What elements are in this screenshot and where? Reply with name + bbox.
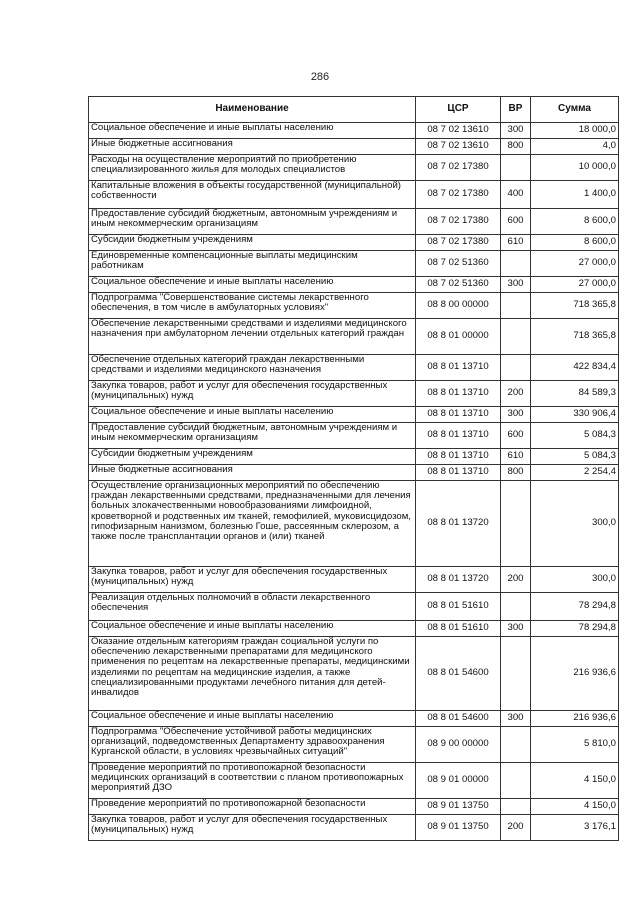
row-csr: 08 7 02 13610 — [416, 139, 501, 155]
table-row — [89, 123, 619, 139]
row-vr — [501, 319, 531, 355]
row-csr: 08 7 02 17380 — [416, 181, 501, 209]
table-row — [89, 567, 619, 593]
row-sum: 27 000,0 — [531, 277, 619, 293]
row-name: Реализация отдельных полномочий в области лекарственного обеспечения — [89, 593, 416, 621]
row-name: Социальное обеспечение и иные выплаты населению — [89, 711, 416, 727]
header-sum: Сумма — [531, 97, 619, 123]
row-csr: 08 9 01 13750 — [416, 799, 501, 815]
row-csr: 08 9 01 13750 — [416, 815, 501, 841]
row-name: Расходы на осуществление мероприятий по приобретению специализированного жилья для молодых специалистов — [89, 155, 416, 181]
row-name: Оказание отдельным категориям граждан социальной услуги по обеспечению лекарственными препаратами для медицинского применения по рецептам на лекарственные препараты, медицинскими изделиями по рецептам на медицинские изделия, а также специализированными продуктами лечебного питания для детей-инвалидов — [89, 637, 416, 711]
row-vr: 600 — [501, 209, 531, 235]
table-row — [89, 355, 619, 381]
row-sum: 300,0 — [531, 481, 619, 567]
row-name: Социальное обеспечение и иные выплаты населению — [89, 621, 416, 637]
row-vr: 300 — [501, 621, 531, 637]
row-vr: 610 — [501, 449, 531, 465]
row-vr — [501, 293, 531, 319]
row-vr — [501, 763, 531, 799]
table-row — [89, 481, 619, 567]
table-row — [89, 637, 619, 711]
row-csr: 08 9 00 00000 — [416, 727, 501, 763]
row-name: Единовременные компенсационные выплаты медицинским работникам — [89, 251, 416, 277]
table-row — [89, 235, 619, 251]
row-vr — [501, 251, 531, 277]
row-sum: 2 254,4 — [531, 465, 619, 481]
row-name: Проведение мероприятий по противопожарной безопасности — [89, 799, 416, 815]
table-row — [89, 815, 619, 841]
row-csr: 08 8 01 13720 — [416, 481, 501, 567]
row-csr: 08 8 01 54600 — [416, 711, 501, 727]
row-sum: 84 589,3 — [531, 381, 619, 407]
row-name: Подпрограмма "Совершенствование системы лекарственного обеспечения, в том числе в амбулаторных условиях" — [89, 293, 416, 319]
row-name: Субсидии бюджетным учреждениям — [89, 235, 416, 251]
row-vr: 600 — [501, 423, 531, 449]
table-row — [89, 799, 619, 815]
table-row — [89, 465, 619, 481]
row-csr: 08 8 01 13710 — [416, 423, 501, 449]
row-vr: 800 — [501, 139, 531, 155]
row-sum: 5 810,0 — [531, 727, 619, 763]
table-header-row — [89, 97, 619, 123]
row-sum: 4 150,0 — [531, 799, 619, 815]
row-vr — [501, 355, 531, 381]
table-row — [89, 293, 619, 319]
row-csr: 08 8 01 13710 — [416, 381, 501, 407]
row-csr: 08 7 02 17380 — [416, 235, 501, 251]
row-csr: 08 8 00 00000 — [416, 293, 501, 319]
row-csr: 08 8 01 13710 — [416, 407, 501, 423]
row-vr: 200 — [501, 567, 531, 593]
row-sum: 4,0 — [531, 139, 619, 155]
row-name: Предоставление субсидий бюджетным, автономным учреждениям и иным некоммерческим организациям — [89, 209, 416, 235]
row-sum: 5 084,3 — [531, 423, 619, 449]
table-row — [89, 423, 619, 449]
table-row — [89, 251, 619, 277]
table-row — [89, 181, 619, 209]
row-name: Субсидии бюджетным учреждениям — [89, 449, 416, 465]
row-csr: 08 7 02 13610 — [416, 123, 501, 139]
table-row — [89, 593, 619, 621]
row-vr: 300 — [501, 277, 531, 293]
row-name: Социальное обеспечение и иные выплаты населению — [89, 407, 416, 423]
row-name: Социальное обеспечение и иные выплаты населению — [89, 123, 416, 139]
row-vr: 300 — [501, 407, 531, 423]
row-vr — [501, 481, 531, 567]
row-sum: 4 150,0 — [531, 763, 619, 799]
row-vr — [501, 799, 531, 815]
row-vr — [501, 727, 531, 763]
row-vr — [501, 593, 531, 621]
row-sum: 1 400,0 — [531, 181, 619, 209]
row-csr: 08 7 02 51360 — [416, 277, 501, 293]
row-vr — [501, 637, 531, 711]
row-name: Обеспечение лекарственными средствами и изделиями медицинского назначения при амбулаторном лечении отдельных категорий граждан — [89, 319, 416, 355]
row-sum: 3 176,1 — [531, 815, 619, 841]
row-vr: 200 — [501, 381, 531, 407]
row-vr: 300 — [501, 711, 531, 727]
row-sum: 27 000,0 — [531, 251, 619, 277]
row-vr: 800 — [501, 465, 531, 481]
table-row — [89, 319, 619, 355]
row-sum: 78 294,8 — [531, 593, 619, 621]
row-name: Предоставление субсидий бюджетным, автономным учреждениям и иным некоммерческим организациям — [89, 423, 416, 449]
row-sum: 216 936,6 — [531, 711, 619, 727]
row-sum: 300,0 — [531, 567, 619, 593]
table-row — [89, 381, 619, 407]
table-row — [89, 621, 619, 637]
table-row — [89, 139, 619, 155]
table-row — [89, 209, 619, 235]
row-sum: 216 936,6 — [531, 637, 619, 711]
table-row — [89, 407, 619, 423]
row-vr — [501, 155, 531, 181]
row-sum: 8 600,0 — [531, 209, 619, 235]
row-name: Закупка товаров, работ и услуг для обеспечения государственных (муниципальных) нужд — [89, 567, 416, 593]
row-csr: 08 8 01 13720 — [416, 567, 501, 593]
row-name: Обеспечение отдельных категорий граждан лекарственными средствами и изделиями медицинского назначения — [89, 355, 416, 381]
row-csr: 08 8 01 54600 — [416, 637, 501, 711]
header-name: Наименование — [89, 97, 416, 123]
row-name: Социальное обеспечение и иные выплаты населению — [89, 277, 416, 293]
row-sum: 8 600,0 — [531, 235, 619, 251]
row-csr: 08 7 02 17380 — [416, 209, 501, 235]
table-row — [89, 727, 619, 763]
row-csr: 08 7 02 17380 — [416, 155, 501, 181]
row-csr: 08 8 01 13710 — [416, 449, 501, 465]
row-sum: 10 000,0 — [531, 155, 619, 181]
row-sum: 718 365,8 — [531, 319, 619, 355]
row-sum: 718 365,8 — [531, 293, 619, 319]
row-sum: 5 084,3 — [531, 449, 619, 465]
table-row — [89, 155, 619, 181]
budget-table — [88, 96, 619, 841]
row-csr: 08 8 01 13710 — [416, 355, 501, 381]
row-csr: 08 7 02 51360 — [416, 251, 501, 277]
row-name: Иные бюджетные ассигнования — [89, 139, 416, 155]
row-vr: 300 — [501, 123, 531, 139]
page-number: 286 — [310, 71, 330, 83]
row-sum: 18 000,0 — [531, 123, 619, 139]
row-csr: 08 8 01 51610 — [416, 621, 501, 637]
table-row — [89, 711, 619, 727]
row-vr: 610 — [501, 235, 531, 251]
row-name: Осуществление организационных мероприятий по обеспечению граждан лекарственными средствами, предназначенными для лечения больных злокачественными новообразованиями лимфоидной, кроветворной и родственных им тканей, гемофилией, муковисцидозом, гипофизарным нанизмом, болезнью Гоше, рассеянным склерозом, а также после трансплантации органов и (или) тканей — [89, 481, 416, 567]
row-sum: 78 294,8 — [531, 621, 619, 637]
table-row — [89, 449, 619, 465]
row-sum: 422 834,4 — [531, 355, 619, 381]
row-csr: 08 9 01 00000 — [416, 763, 501, 799]
header-vr: ВР — [501, 97, 531, 123]
row-csr: 08 8 01 51610 — [416, 593, 501, 621]
row-vr: 200 — [501, 815, 531, 841]
table-row — [89, 763, 619, 799]
row-name: Иные бюджетные ассигнования — [89, 465, 416, 481]
row-vr: 400 — [501, 181, 531, 209]
row-name: Проведение мероприятий по противопожарной безопасности медицинских организаций в соответствии с планом противопожарных мероприятий ДЗО — [89, 763, 416, 799]
row-name: Закупка товаров, работ и услуг для обеспечения государственных (муниципальных) нужд — [89, 815, 416, 841]
row-name: Подпрограмма "Обеспечение устойчивой работы медицинских организаций, подведомственных Департаменту здравоохранения Курганской области, в условиях чрезвычайных ситуаций" — [89, 727, 416, 763]
row-name: Закупка товаров, работ и услуг для обеспечения государственных (муниципальных) нужд — [89, 381, 416, 407]
table-row — [89, 277, 619, 293]
row-sum: 330 906,4 — [531, 407, 619, 423]
row-csr: 08 8 01 13710 — [416, 465, 501, 481]
row-name: Капитальные вложения в объекты государственной (муниципальной) собственности — [89, 181, 416, 209]
row-csr: 08 8 01 00000 — [416, 319, 501, 355]
header-csr: ЦСР — [416, 97, 501, 123]
